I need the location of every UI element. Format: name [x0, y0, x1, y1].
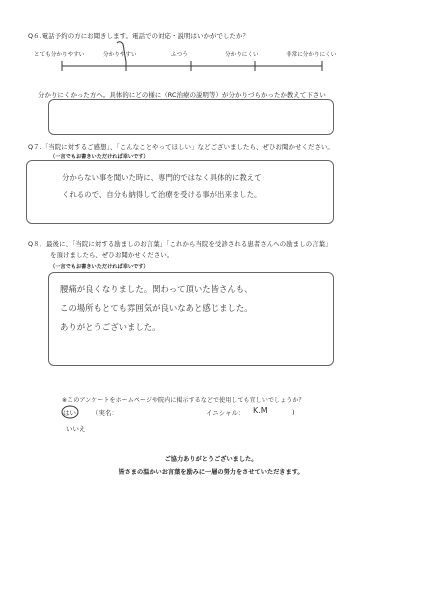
consent-initial-label: イニシャル：	[206, 409, 245, 417]
q6-option-0[interactable]: とても分かりやすい	[34, 52, 85, 58]
q8-answer-line-3: ありがとうございました。	[60, 322, 161, 332]
q7-answer-line-2: くれるので、自分も納得して治療を受ける事が出来ました。	[62, 190, 262, 199]
consent-question: ※このアンケートをホームページや院内に掲示するなどで使用しても宜しいでしょうか？	[62, 397, 305, 404]
consent-name-label: （実名：	[92, 409, 118, 417]
q7-title: Q７.「当院に対するご感想」、「こんなことやってほしい」などございましたら、ぜひお聞かせください。	[28, 143, 334, 151]
q8-answer-line-2: この場所もとても雰囲気が良いなあと感じました。	[60, 303, 253, 313]
q6-option-3[interactable]: 分かりにくい	[225, 52, 259, 58]
q6-option-4[interactable]: 非常に分かりにくい	[286, 52, 337, 58]
consent-initial-value[interactable]: K.M	[253, 406, 268, 415]
q7-note: （一言でもお書きいただければ幸いです）	[50, 154, 149, 160]
q8-note: （一言でもお書きいただければ幸いです）	[50, 264, 149, 270]
thanks-line-1: ご協力ありがとうございました。	[164, 456, 258, 463]
consent-yes[interactable]: はい	[63, 409, 76, 417]
thanks-line-2: 皆さまの温かいお言葉を励みに一層の努力をさせていただきます。	[118, 469, 304, 476]
q8-answer-line-1: 腰痛が良くなりました。関わって頂いた皆さんも、	[60, 284, 253, 294]
consent-no[interactable]: いいえ	[66, 425, 86, 433]
consent-close-paren: )	[292, 408, 295, 416]
q8-title-line1: Q８．最後に、「当院に対する励ましのお言葉」「これから当院を受診される患者さんへの励ましの言葉」	[28, 240, 332, 248]
q6-option-1[interactable]: 分かりやすい	[103, 52, 137, 58]
q6-followup-box[interactable]	[48, 99, 334, 135]
q7-answer-line-1: 分からない事を聞いた時に、専門的ではなく具体的に教えて	[62, 173, 262, 182]
q6-option-2[interactable]: ふつう	[171, 52, 188, 58]
selection-check-mark	[117, 42, 126, 62]
q8-title-line2: を頂けましたら、ぜひお聞かせください。	[50, 251, 174, 259]
q6-followup-label: 分かりにくかった方へ。具体的にどの様に（RC治療の説明等）が分かりづらかったか教えて下さい	[38, 91, 326, 99]
q6-title: Q６.電話予約の方にお聞きします。電話での対応・説明はいかがでしたか？	[28, 32, 249, 40]
